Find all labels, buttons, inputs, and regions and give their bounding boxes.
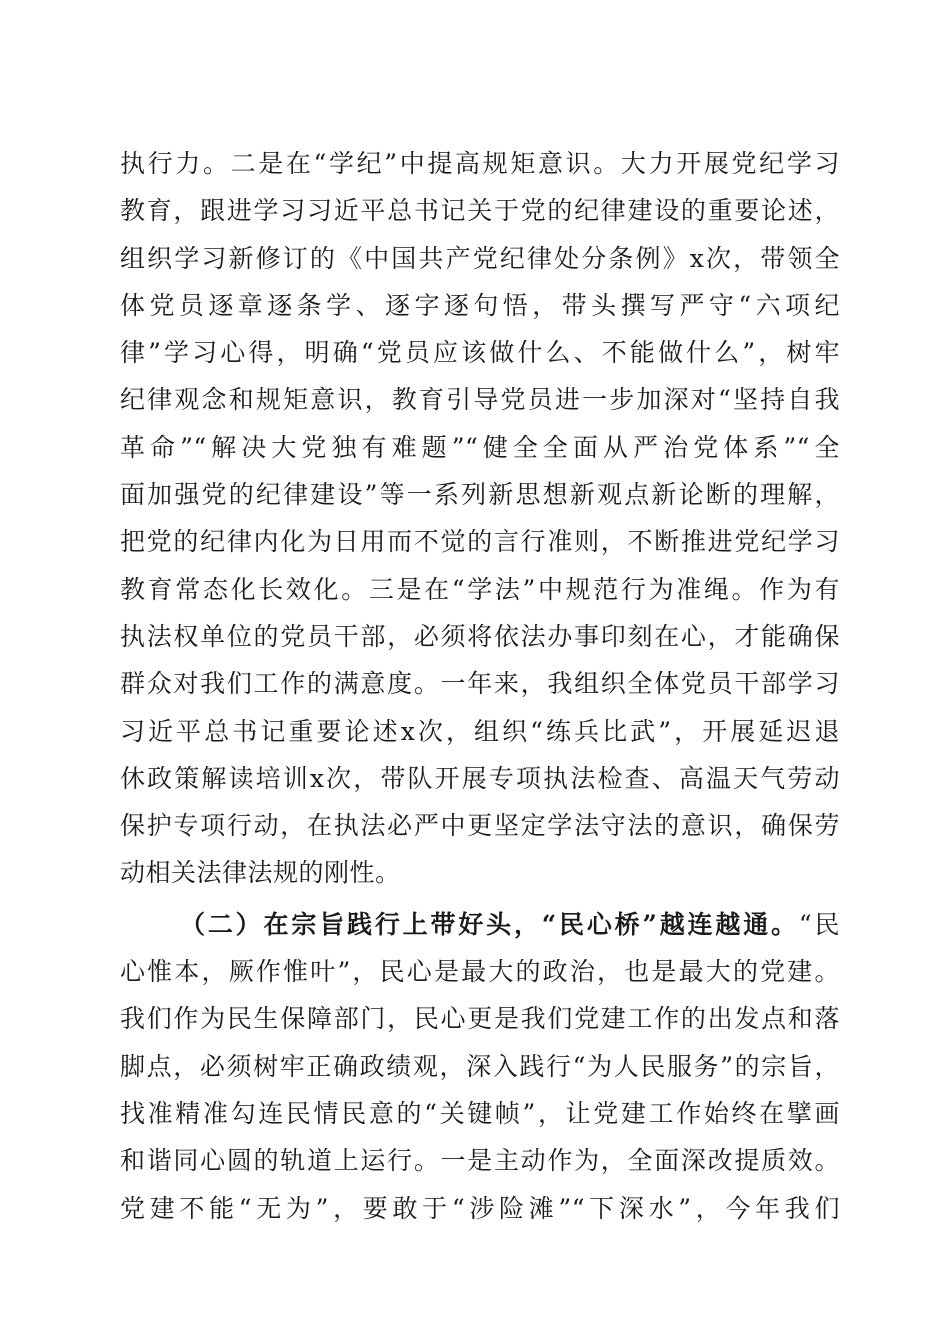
text-line: 组织学习新修订的《中国共产党纪律处分条例》x次，带领全 xyxy=(120,243,840,273)
text-line: 执行力。二是在“学纪”中提高规矩意识。大力开展党纪学习 xyxy=(120,149,840,178)
text-line: 动相关法律法规的刚性。 xyxy=(120,858,401,888)
paragraph-1 xyxy=(120,140,840,897)
text-line: 革命”“解决大党独有难题”“健全全面从严治党体系”“全 xyxy=(120,432,840,462)
text-line: 教育常态化长效化。三是在“学法”中规范行为准绳。作为有 xyxy=(120,574,840,604)
text-line: 纪律观念和规矩意识，教育引导党员进一步加深对“坚持自我 xyxy=(120,385,840,415)
text-line: 执法权单位的党员干部，必须将依法办事印刻在心，才能确保 xyxy=(120,621,840,651)
section-heading-line xyxy=(120,901,840,948)
text-line: 把党的纪律内化为日用而不觉的言行准则，不断推进党纪学习 xyxy=(120,527,840,557)
text-line: 心惟本，厥作惟叶”，民心是最大的政治，也是最大的党建。 xyxy=(120,957,840,987)
text-line: 找准精准勾连民情民意的“关键帧”，让党建工作始终在擘画 xyxy=(120,1098,840,1128)
text-line: 律”学习心得，明确“党员应该做什么、不能做什么”，树牢 xyxy=(120,338,840,368)
text-line: 教育，跟进学习习近平总书记关于党的纪律建设的重要论述， xyxy=(120,196,840,226)
text-line: 群众对我们工作的满意度。一年来，我组织全体党员干部学习 xyxy=(120,669,840,699)
text-line: 面加强党的纪律建设”等一系列新思想新观点新论断的理解， xyxy=(120,480,840,510)
text-line: 体党员逐章逐条学、逐字逐句悟，带头撰写严守“六项纪 xyxy=(120,290,840,320)
heading-line-continuation: “民 xyxy=(798,909,840,939)
text-line: 习近平总书记重要论述x次，组织“练兵比武”，开展延迟退 xyxy=(120,716,840,746)
text-line: 和谐同心圆的轨道上运行。一是主动作为，全面深改提质效。 xyxy=(120,1146,840,1176)
text-line: 我们作为民生保障部门，民心更是我们党建工作的出发点和落 xyxy=(120,1004,840,1034)
text-line: 保护专项行动，在执法必严中更坚定学法守法的意识，确保劳 xyxy=(120,811,840,841)
section-heading: （二）在宗旨践行上带好头，“民心桥”越连越通。 xyxy=(180,909,799,939)
body-text xyxy=(120,140,840,1232)
paragraph-2 xyxy=(120,901,840,1232)
text-line: 脚点，必须树牢正确政绩观，深入践行“为人民服务”的宗旨， xyxy=(120,1051,840,1081)
text-line: 党建不能“无为”，要敢于“涉险滩”“下深水”，今年我们 xyxy=(120,1193,840,1223)
text-line: 休政策解读培训x次，带队开展专项执法检查、高温天气劳动 xyxy=(120,763,840,793)
